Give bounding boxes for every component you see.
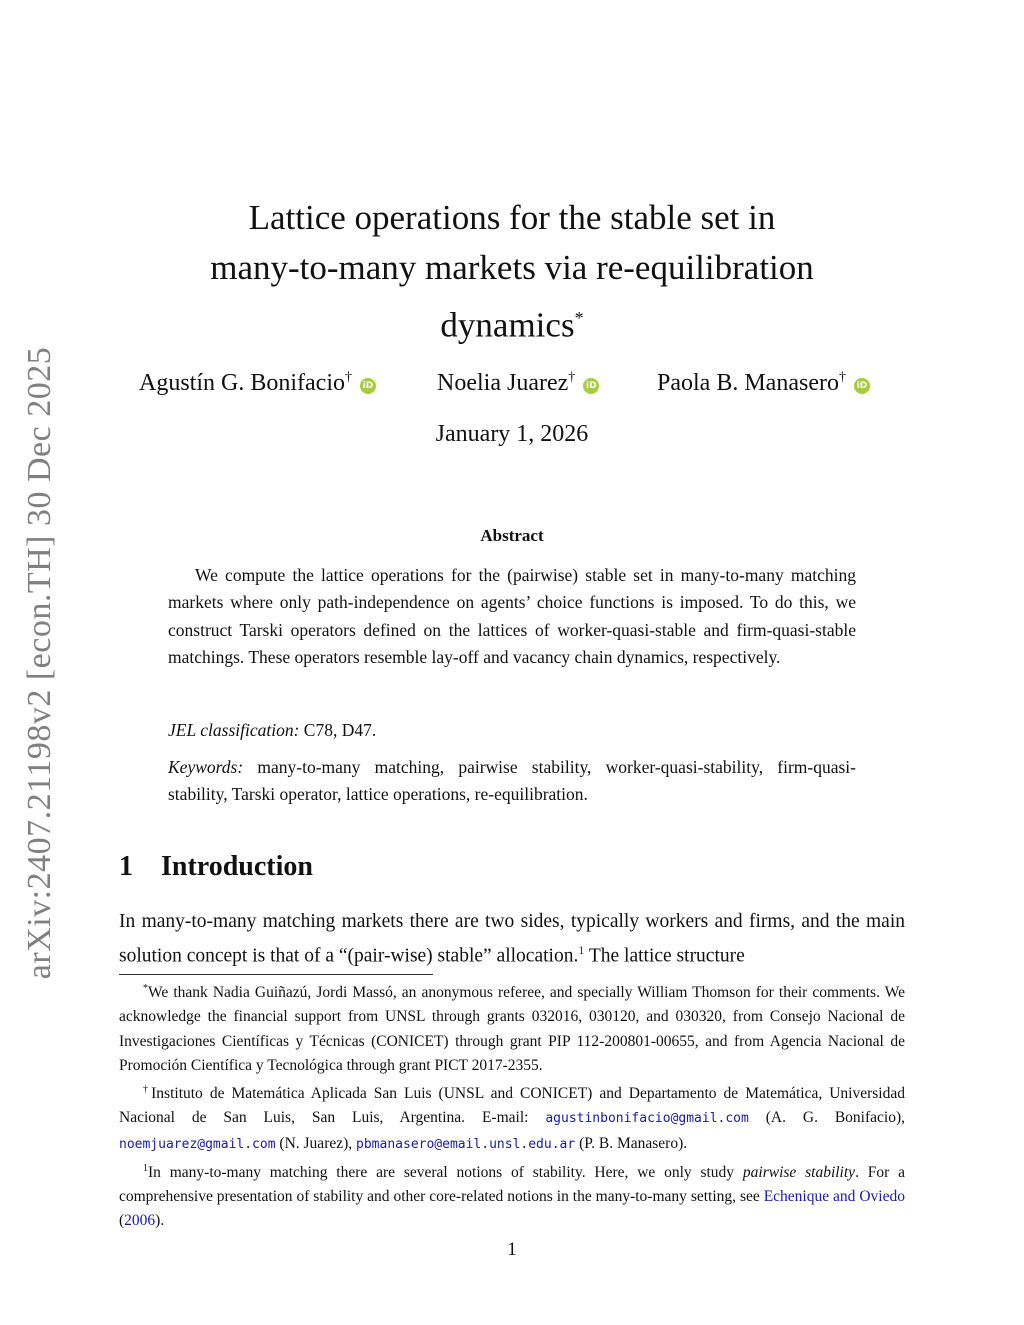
footnote-text: ). xyxy=(155,1212,165,1230)
paper-title-line-1: Lattice operations for the stable set in xyxy=(248,198,776,237)
footnote-rule xyxy=(119,974,433,975)
intro-text-continued: The lattice structure xyxy=(588,945,745,967)
paper-title-line-2: many-to-many markets via re-equilibration xyxy=(210,248,814,287)
footnote-text: Instituto de Matemática Aplicada San Luis (UNSL and CONICET) and Departamento de Matemática, Universidad Nacional de San Luis, San Luis, Argentina. E-mail: xyxy=(119,1085,905,1127)
footnote-affiliation xyxy=(119,1078,905,1157)
author-name: Noelia Juarez xyxy=(437,370,569,396)
section-title: Introduction xyxy=(161,851,313,882)
arxiv-identifier: arXiv:2407.21198v2 [econ.TH] 30 Dec 2025 xyxy=(21,346,58,980)
footnote-ref-1[interactable]: 1 xyxy=(578,943,585,957)
jel-label: JEL classification: xyxy=(168,720,300,740)
author-name: Agustín G. Bonifacio xyxy=(139,370,345,396)
jel-codes: C78, D47. xyxy=(303,720,377,740)
email-link-manasero[interactable]: pbmanasero@email.unsl.edu.ar xyxy=(356,1136,576,1152)
paper-title-text: dynamics xyxy=(440,305,575,345)
affiliation-mark[interactable]: † xyxy=(568,370,576,385)
footnote-mark: 1 xyxy=(143,1162,148,1174)
publication-date: January 1, 2026 xyxy=(435,421,589,447)
footnote-text: . For a comprehensive presentation of stability and other core-related notions in the many-to-many setting, see xyxy=(119,1163,905,1206)
footnote-text: We thank Nadia Guiñazú, Jordi Massó, an anonymous referee, and specially William Thomson for their comments. We acknowledge the financial support from UNSL through grants 032016, 030120, and 030320, from Consejo Nacional de Investigaciones Científicas y Técnicas (CONICET) through grant PIP 112-200801-00655, and from Agencia Nacional de Promoción Científica y Tecnológica through grant PICT 2017-2355. xyxy=(119,984,905,1074)
orcid-icon[interactable]: iD xyxy=(583,378,599,394)
author-name: Paola B. Manasero xyxy=(657,370,839,396)
footnote-stability: $^1$In many-to-many matching there are several notions of stability. Here, we only study pairwise stability. For a comprehensive presentation of stability and other core-related notions in the many-to-many setting, see Echenique and Oviedo (2006). xyxy=(119,1162,905,1230)
keywords xyxy=(168,754,856,809)
footnotes xyxy=(119,977,905,1234)
abstract-text: We compute the lattice operations for the (pairwise) stable set in many-to-many matching markets where only path-independence on agents’ choice functions is imposed. To do this, we construct Tarski operators defined on the lattices of worker-quasi-stable and firm-quasi-stable matchings. These operators resemble lay-off and vacancy chain dynamics, respectively. xyxy=(168,565,856,667)
abstract-body xyxy=(168,562,856,671)
jel-classification xyxy=(168,717,856,744)
footnote-mark: † xyxy=(143,1083,152,1095)
author-manasero xyxy=(657,370,870,397)
orcid-icon[interactable]: iD xyxy=(360,378,376,394)
affiliation-mark[interactable]: † xyxy=(344,370,352,385)
orcid-icon[interactable]: iD xyxy=(854,378,870,394)
affiliation-mark[interactable]: † xyxy=(838,370,846,385)
email-link-juarez[interactable]: noemjuarez@gmail.com xyxy=(119,1136,276,1152)
author-juarez xyxy=(437,370,599,397)
footnote-acknowledgments xyxy=(119,977,905,1078)
footnote-emphasis: pairwise stability xyxy=(742,1163,856,1181)
author-bonifacio xyxy=(139,370,376,397)
email-owner: (P. B. Manasero). xyxy=(579,1134,688,1152)
abstract-heading: Abstract xyxy=(480,526,544,545)
keywords-list: many-to-many matching, pairwise stability, worker-quasi-stability, firm-quasi-stability, Tarski operator, lattice operations, re-equilibration. xyxy=(168,757,856,805)
footnote-mark: * xyxy=(143,983,148,994)
section-heading-introduction xyxy=(119,851,313,883)
email-owner: (N. Juarez), xyxy=(279,1134,353,1152)
keywords-label: Keywords: xyxy=(168,757,244,777)
email-owner: (A. G. Bonifacio), xyxy=(765,1109,906,1127)
intro-text: In many-to-many matching markets there are two sides, typically workers and firms, and the main solution concept is that of a “(pair-wise) stable” allocation. xyxy=(119,911,905,967)
paper-title-line-3 xyxy=(0,293,1024,351)
footnote-text: In many-to-many matching there are several notions of stability. Here, we only study xyxy=(148,1163,735,1181)
email-link-bonifacio[interactable]: agustinbonifacio@gmail.com xyxy=(545,1111,749,1127)
page-number: 1 xyxy=(507,1239,517,1260)
section-number: 1 xyxy=(119,851,133,882)
title-footnote-mark[interactable]: * xyxy=(574,308,584,328)
citation-link-year[interactable]: 2006 xyxy=(124,1212,156,1230)
citation-link-authors[interactable]: Echenique and Oviedo xyxy=(763,1188,905,1206)
intro-paragraph xyxy=(119,907,905,971)
